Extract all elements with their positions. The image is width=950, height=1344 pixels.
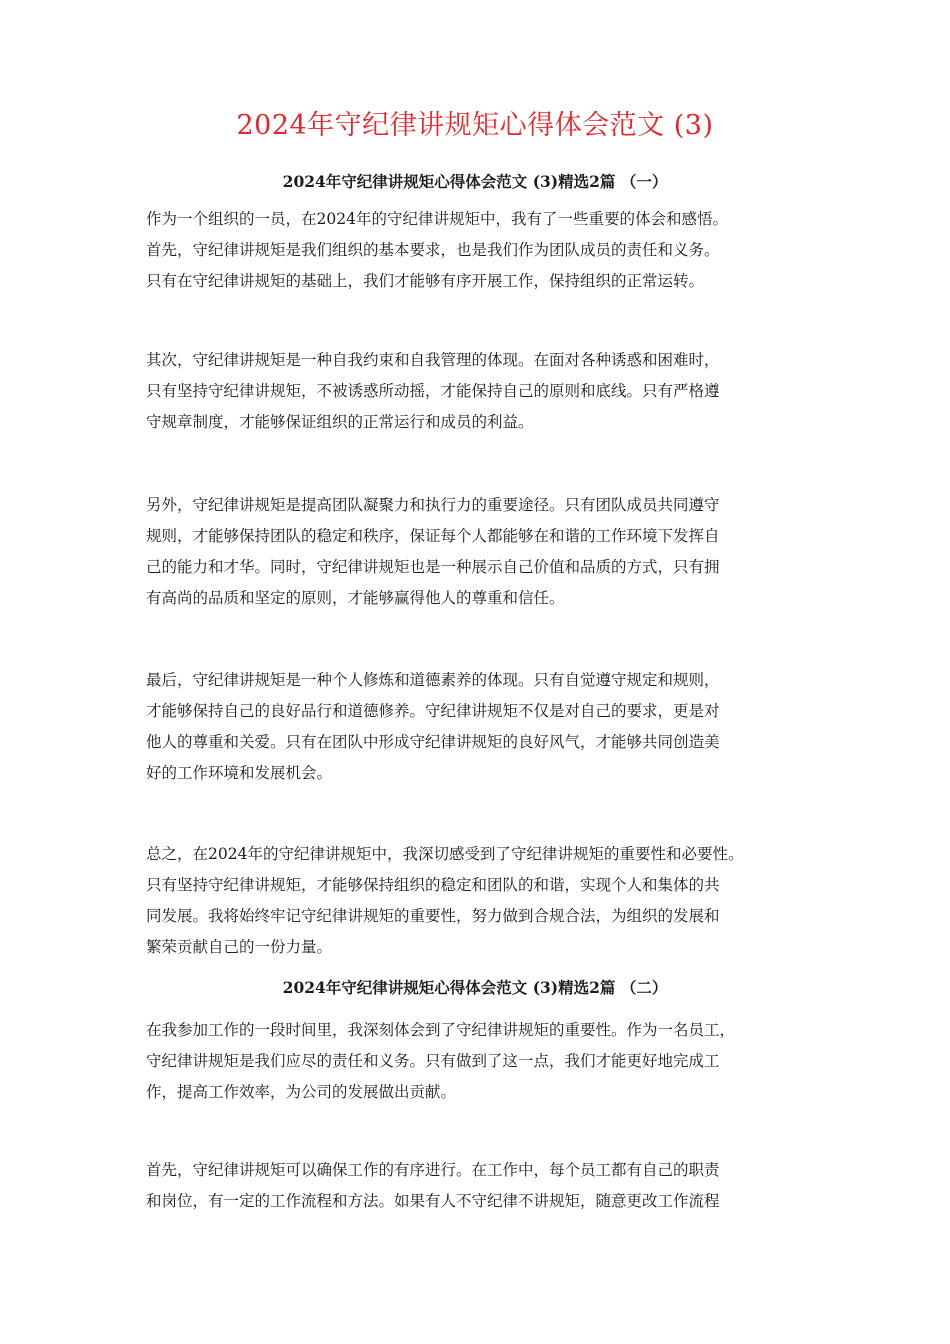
paragraph: [146, 345, 836, 438]
text-line: 他人的尊重和关爱。只有在团队中形成守纪律讲规矩的良好风气，才能够共同创造美: [146, 733, 720, 751]
paragraph: [146, 839, 836, 963]
text-line: 同发展。我将始终牢记守纪律讲规矩的重要性，努力做到合规合法，为组织的发展和: [146, 907, 720, 925]
text-line: 己的能力和才华。同时，守纪律讲规矩也是一种展示自己价值和品质的方式，只有拥: [146, 558, 720, 576]
document-title: 2024年守纪律讲规矩心得体会范文 (3): [236, 110, 714, 141]
text-line: 只有坚持守纪律讲规矩，不被诱惑所动摇，才能保持自己的原则和底线。只有严格遵: [146, 382, 720, 400]
text-line: 作，提高工作效率，为公司的发展做出贡献。: [146, 1083, 457, 1101]
text-line: 才能够保持自己的良好品行和道德修养。守纪律讲规矩不仅是对自己的要求，更是对: [146, 702, 720, 720]
paragraph: [146, 1155, 836, 1217]
paragraph: [146, 1015, 836, 1108]
text-line: 只有在守纪律讲规矩的基础上，我们才能够有序开展工作，保持组织的正常运转。: [146, 272, 705, 290]
text-line: 繁荣贡献自己的一份力量。: [146, 938, 333, 956]
text-line: 规则，才能够保持团队的稳定和秩序，保证每个人都能够在和谐的工作环境下发挥自: [146, 527, 720, 545]
paragraph: [146, 665, 836, 789]
text-line: 在我参加工作的一段时间里，我深刻体会到了守纪律讲规矩的重要性。作为一名员工，: [146, 1021, 736, 1039]
text-line: 只有坚持守纪律讲规矩，才能够保持组织的稳定和团队的和谐，实现个人和集体的共: [146, 876, 720, 894]
text-line: 有高尚的品质和坚定的原则，才能够赢得他人的尊重和信任。: [146, 589, 565, 607]
paragraph: [146, 204, 836, 297]
paragraph: [146, 490, 836, 614]
text-line: 守规章制度，才能够保证组织的正常运行和成员的利益。: [146, 413, 534, 431]
text-line: 守纪律讲规矩是我们应尽的责任和义务。只有做到了这一点，我们才能更好地完成工: [146, 1052, 720, 1070]
text-line: 另外，守纪律讲规矩是提高团队凝聚力和执行力的重要途径。只有团队成员共同遵守: [146, 496, 720, 514]
text-line: 作为一个组织的一员，在2024年的守纪律讲规矩中，我有了一些重要的体会和感悟。: [146, 210, 728, 228]
text-line: 和岗位，有一定的工作流程和方法。如果有人不守纪律不讲规矩，随意更改工作流程: [146, 1192, 720, 1210]
text-line: 首先，守纪律讲规矩可以确保工作的有序进行。在工作中，每个员工都有自己的职责: [146, 1161, 720, 1179]
section-heading-2: 2024年守纪律讲规矩心得体会范文 (3)精选2篇 （二）: [282, 978, 668, 997]
text-line: 首先，守纪律讲规矩是我们组织的基本要求，也是我们作为团队成员的责任和义务。: [146, 241, 720, 259]
text-line: 好的工作环境和发展机会。: [146, 764, 333, 782]
text-line: 其次，守纪律讲规矩是一种自我约束和自我管理的体现。在面对各种诱惑和困难时，: [146, 351, 720, 369]
text-line: 总之，在2024年的守纪律讲规矩中，我深切感受到了守纪律讲规矩的重要性和必要性。: [146, 845, 744, 863]
section-heading-1: 2024年守纪律讲规矩心得体会范文 (3)精选2篇 （一）: [282, 172, 668, 191]
text-line: 最后，守纪律讲规矩是一种个人修炼和道德素养的体现。只有自觉遵守规定和规则，: [146, 671, 720, 689]
